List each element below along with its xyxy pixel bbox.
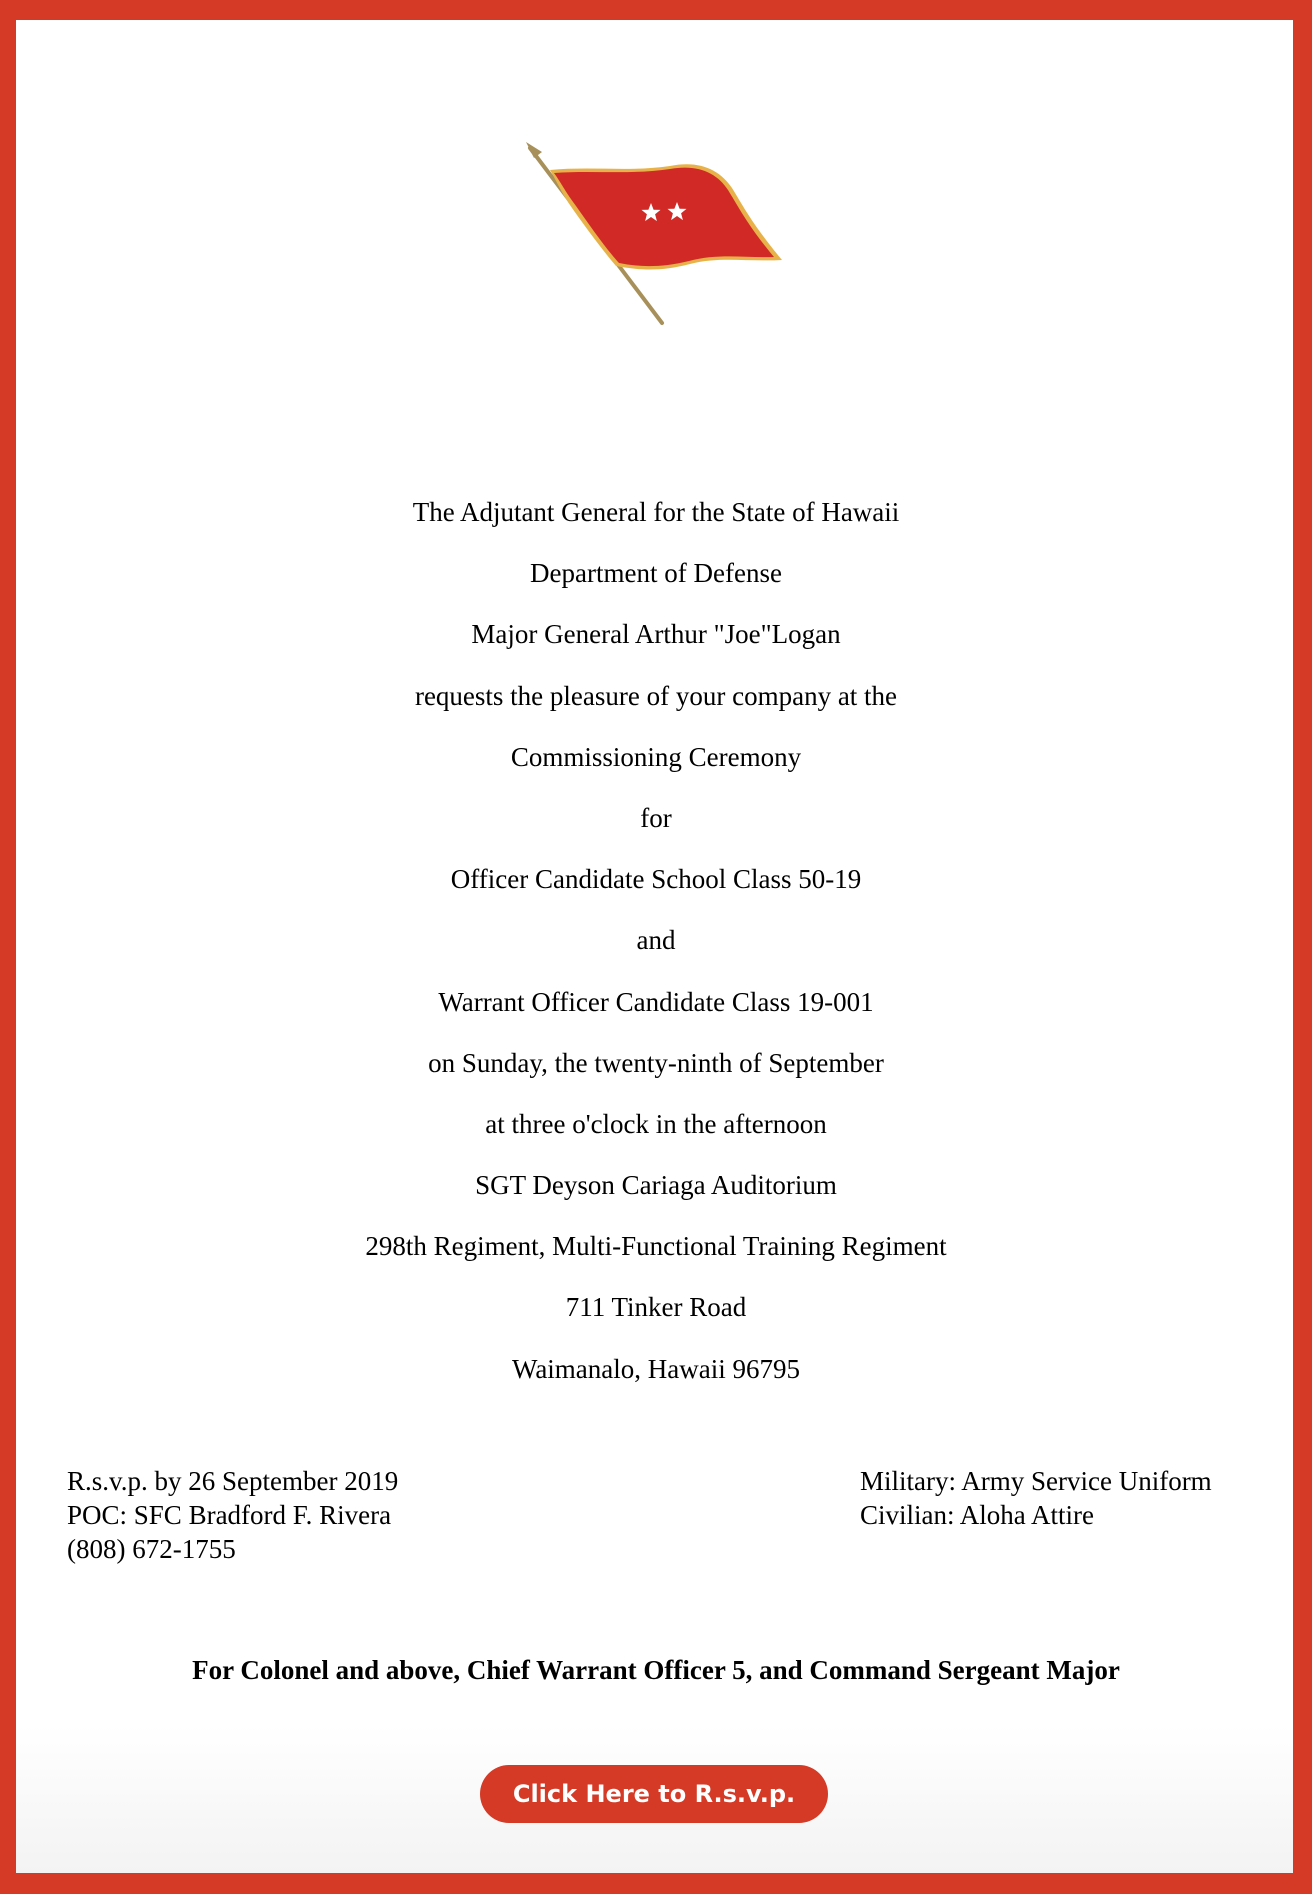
venue-street: 711 Tinker Road: [565, 1292, 747, 1323]
flag-field: [554, 168, 774, 267]
event-time: at three o'clock in the afternoon: [485, 1108, 827, 1139]
venue-city: Waimanalo, Hawaii 96795: [512, 1353, 800, 1384]
rsvp-deadline: R.s.v.p. by 26 September 2019: [67, 1466, 399, 1496]
venue-name: SGT Deyson Cariaga Auditorium: [475, 1170, 837, 1201]
attire-military: Military: Army Service Uniform: [860, 1466, 1212, 1496]
general-flag-two-stars-icon: [520, 140, 790, 330]
host-name: Major General Arthur "Joe"Logan: [471, 619, 841, 650]
for-line: for: [640, 802, 672, 833]
flag-finial: [526, 142, 542, 158]
flag-graphic: [520, 140, 790, 330]
host-department: Department of Defense: [530, 558, 782, 589]
attire-details: [860, 1464, 1212, 1532]
invitation-text: [0, 490, 1312, 1408]
rsvp-details: [67, 1464, 398, 1566]
host-title: The Adjutant General for the State of Hawaii: [412, 497, 900, 527]
and-line: and: [636, 925, 676, 956]
attire-civilian: Civilian: Aloha Attire: [860, 1500, 1094, 1530]
woc-class: Warrant Officer Candidate Class 19-001: [438, 986, 874, 1017]
rsvp-phone: (808) 672-1755: [67, 1534, 236, 1564]
ocs-class: Officer Candidate School Class 50-19: [450, 864, 862, 895]
audience-note: For Colonel and above, Chief Warrant Officer 5, and Command Sergeant Major: [192, 1655, 1120, 1685]
rsvp-button[interactable]: Click Here to R.s.v.p.: [480, 1765, 828, 1823]
rsvp-poc: POC: SFC Bradford F. Rivera: [67, 1500, 392, 1530]
event-date: on Sunday, the twenty-ninth of September: [428, 1047, 884, 1078]
request-line: requests the pleasure of your company at the: [414, 680, 898, 711]
venue-unit: 298th Regiment, Multi-Functional Training Regiment: [365, 1231, 947, 1262]
event-name: Commissioning Ceremony: [510, 741, 802, 772]
